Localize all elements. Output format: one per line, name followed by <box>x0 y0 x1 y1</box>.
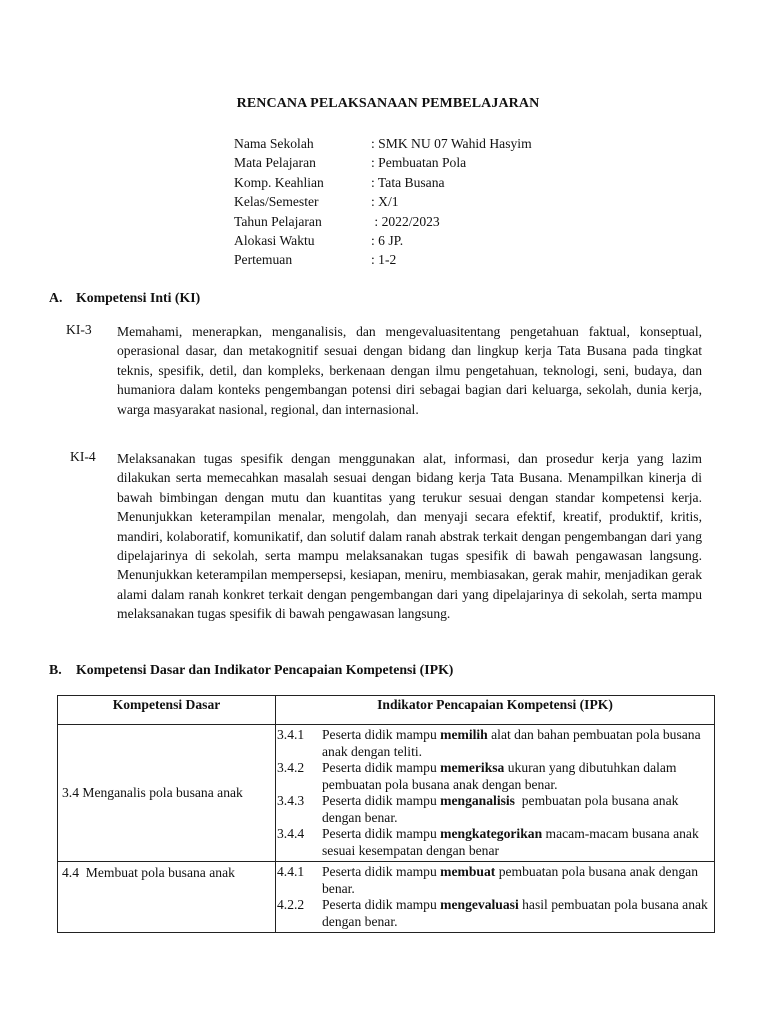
table-row <box>58 725 715 862</box>
identity-row-subject <box>234 153 532 172</box>
ipk-item: 3.4.3 Peserta didik mampu menganalisis pembuatan pola busana anak dengan benar. <box>277 793 682 825</box>
identity-value: : 2022/2023 <box>371 213 440 229</box>
identity-label: Alokasi Waktu <box>234 232 315 248</box>
identity-row-meeting <box>234 250 532 269</box>
identity-label: Kelas/Semester <box>234 194 319 210</box>
identity-value: : 6 JP. <box>371 232 404 248</box>
identity-row-time <box>234 231 532 250</box>
ipk-item: 4.4.1 Peserta didik mampu membuat pembuatan pola busana anak dengan benar. <box>277 864 699 896</box>
ipk-column-header: Indikator Pencapaian Kompetensi (IPK) <box>276 696 715 725</box>
ipk-item: 3.4.1 Peserta didik mampu memilih alat dan bahan pembuatan pola busana anak dengan teliti. <box>277 727 701 759</box>
section-title: Kompetensi Inti (KI) <box>76 290 201 305</box>
section-a-heading <box>49 290 200 306</box>
identity-value: : Pembuatan Pola <box>371 155 467 171</box>
identity-label: Pertemuan <box>234 252 293 268</box>
ipk-item: 4.2.2 Peserta didik mampu mengevaluasi hasil pembuatan pola busana anak dengan benar. <box>277 897 708 929</box>
page-title: RENCANA PELAKSANAAN PEMBELAJARAN <box>236 96 540 111</box>
section-b-heading <box>49 662 453 678</box>
ki-3-code: KI-3 <box>66 322 92 337</box>
identity-label: Tahun Pelajaran <box>234 213 322 229</box>
section-title: Kompetensi Dasar dan Indikator Pencapaian Kompetensi (IPK) <box>76 662 454 677</box>
identity-block <box>234 134 532 270</box>
identity-label: Nama Sekolah <box>234 136 314 151</box>
section-letter: A. <box>49 290 63 305</box>
identity-label: Mata Pelajaran <box>234 155 316 171</box>
kd-cell: 3.4 Menganalis pola busana anak <box>58 725 276 862</box>
table-header-row <box>58 696 715 725</box>
identity-row-school <box>234 134 532 153</box>
identity-row-expertise <box>234 173 532 192</box>
section-letter: B. <box>49 662 62 677</box>
identity-value: : Tata Busana <box>371 174 445 190</box>
identity-value: : SMK NU 07 Wahid Hasyim <box>371 136 532 151</box>
ipk-item: 3.4.2 Peserta didik mampu memeriksa ukuran yang dibutuhkan dalam pembuatan pola busana anak dengan benar. <box>277 760 677 792</box>
identity-row-year <box>234 212 532 231</box>
identity-value: : 1-2 <box>371 252 397 268</box>
ki-3-text: Memahami, menerapkan, menganalisis, dan mengevaluasitentang pengetahuan faktual, konseptual, operasional dasar, dan metakognitif sesuai dengan bidang dan lingkup kerja Tata Busana pada tingkat teknis, spesifik, detil, dan kompleks, berkenaan dengan ilmu pengetahuan, teknologi, seni, budaya, dan humaniora dalam konteks pengembangan potensi diri sebagai bagian dari keluarga, sekolah, dunia kerja, warga masyarakat nasional, regional, dan internasional. <box>117 324 702 417</box>
kd-column-header: Kompetensi Dasar <box>58 696 276 725</box>
ipk-item: 3.4.4 Peserta didik mampu mengkategorikan macam-macam busana anak sesuai kesempatan dengan benar <box>277 826 699 858</box>
identity-value: : X/1 <box>371 194 399 210</box>
ipk-cell <box>276 862 715 933</box>
identity-row-class <box>234 192 532 211</box>
ipk-cell <box>276 725 715 862</box>
kd-cell: 4.4 Membuat pola busana anak <box>58 862 276 933</box>
identity-label: Komp. Keahlian <box>234 174 324 190</box>
competency-table <box>57 695 715 933</box>
ki-4-code: KI-4 <box>70 449 96 464</box>
table-row <box>58 862 715 933</box>
ki-4-text: Melaksanakan tugas spesifik dengan menggunakan alat, informasi, dan prosedur kerja yang lazim dilakukan serta memecahkan masalah sesuai dengan bidang kerja Tata Busana. Menampilkan kinerja di bawah bimbingan dengan mutu dan kuantitas yang terukur sesuai dengan standar kompetensi kerja. Menunjukkan keterampilan menalar, mengolah, dan menyaji secara efektif, kreatif, produktif, kritis, mandiri, kolaboratif, komunikatif, dan solutif dalam ranah abstrak terkait dengan pengembangan dari yang dipelajarinya di sekolah, serta mampu melaksanakan tugas spesifik di bawah pengawasan langsung. Menunjukkan keterampilan mempersepsi, kesiapan, meniru, membiasakan, gerak mahir, menjadikan gerak alami dalam ranah konkret terkait dengan pengembangan dari yang dipelajarinya di sekolah, serta mampu melaksanakan tugas spesifik di bawah pengawasan langsung. <box>117 451 702 622</box>
